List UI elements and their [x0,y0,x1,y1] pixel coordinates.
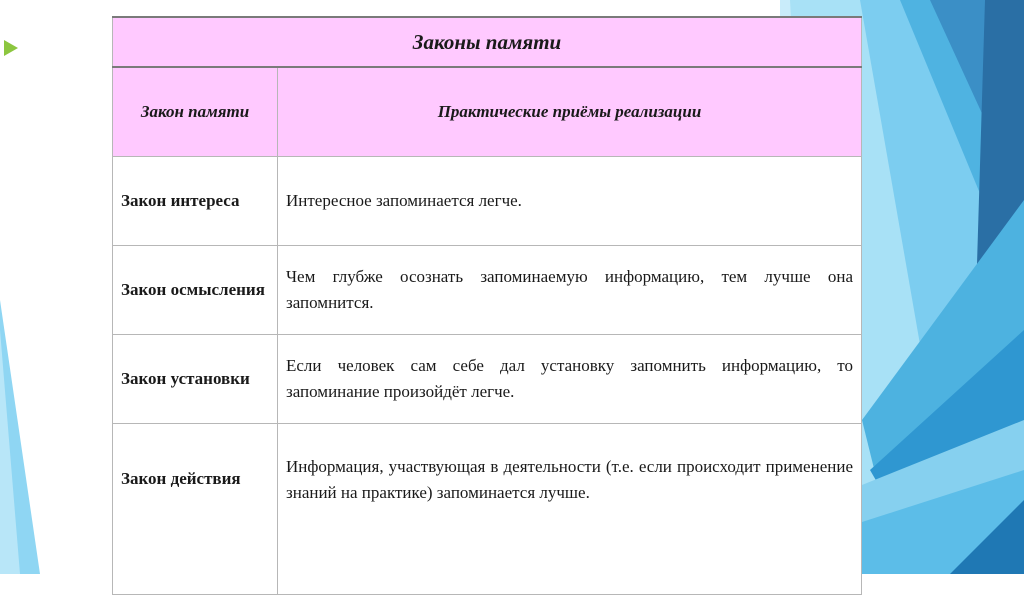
law-name: Закон интереса [113,157,278,246]
law-name: Закон действия [113,424,278,595]
law-practice: Если человек сам себе дал установку запомнить информацию, то запоминание произойдёт легче. [278,335,862,424]
table-row [113,335,862,424]
memory-laws-table [112,16,862,595]
header-law: Закон памяти [113,67,278,157]
green-triangle-bullet-icon [4,40,18,56]
table-row [113,157,862,246]
law-practice: Информация, участвующая в деятельности (т.е. если происходит применение знаний на практике) запоминается лучше. [278,424,862,595]
law-practice: Чем глубже осознать запоминаемую информацию, тем лучше она запомнится. [278,246,862,335]
table-title: Законы памяти [113,17,862,67]
table-row [113,424,862,595]
table-row [113,246,862,335]
law-practice: Интересное запоминается легче. [278,157,862,246]
header-practice: Практические приёмы реализации [278,67,862,157]
law-name: Закон осмысления [113,246,278,335]
table-header-row [113,67,862,157]
table-title-row [113,17,862,67]
law-name: Закон установки [113,335,278,424]
